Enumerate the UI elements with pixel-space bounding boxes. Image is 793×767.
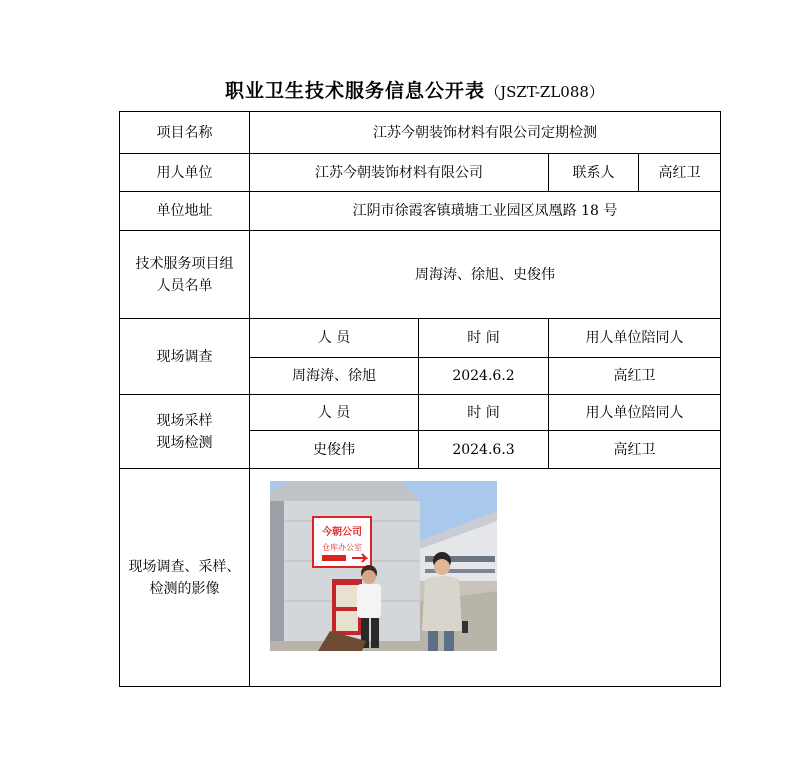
address-value: 江阴市徐霞客镇璜塘工业园区凤凰路 18 号	[250, 192, 721, 231]
images-label: 现场调查、采样、检测的影像	[120, 469, 250, 687]
title-text: 职业卫生技术服务信息公开表	[225, 80, 486, 102]
address-label: 单位地址	[120, 192, 250, 231]
survey-person: 周海涛、徐旭	[250, 358, 419, 395]
row-team	[120, 231, 721, 319]
sampling-header-person: 人 员	[250, 395, 419, 431]
contact-value: 高红卫	[639, 154, 721, 192]
sampling-escort: 高红卫	[549, 431, 721, 469]
contact-label: 联系人	[549, 154, 639, 192]
team-label: 技术服务项目组人员名单	[120, 231, 250, 319]
row-employer	[120, 154, 721, 192]
sampling-person: 史俊伟	[250, 431, 419, 469]
sampling-label: 现场采样现场检测	[120, 395, 250, 469]
survey-time: 2024.6.2	[419, 358, 549, 395]
survey-label: 现场调查	[120, 319, 250, 395]
images-cell	[250, 469, 721, 687]
sampling-header-escort: 用人单位陪同人	[549, 395, 721, 431]
team-value: 周海涛、徐旭、史俊伟	[250, 231, 721, 319]
project-label: 项目名称	[120, 112, 250, 154]
row-project	[120, 112, 721, 154]
row-address	[120, 192, 721, 231]
survey-header-time: 时 间	[419, 319, 549, 358]
sign-line-2: 仓库办公室	[322, 543, 362, 552]
sampling-header-time: 时 间	[419, 395, 549, 431]
row-sampling-header	[120, 395, 721, 431]
page-title	[0, 76, 793, 103]
employer-value: 江苏今朝装饰材料有限公司	[250, 154, 549, 192]
sign-line-1: 今朝公司	[322, 527, 362, 538]
survey-escort: 高红卫	[549, 358, 721, 395]
info-table	[119, 111, 721, 687]
row-survey-header	[120, 319, 721, 358]
project-value: 江苏今朝装饰材料有限公司定期检测	[250, 112, 721, 154]
survey-header-person: 人 员	[250, 319, 419, 358]
survey-header-escort: 用人单位陪同人	[549, 319, 721, 358]
sampling-time: 2024.6.3	[419, 431, 549, 469]
employer-label: 用人单位	[120, 154, 250, 192]
form-code: （JSZT-ZL088）	[485, 83, 604, 101]
site-photo	[270, 481, 497, 651]
row-images	[120, 469, 721, 687]
